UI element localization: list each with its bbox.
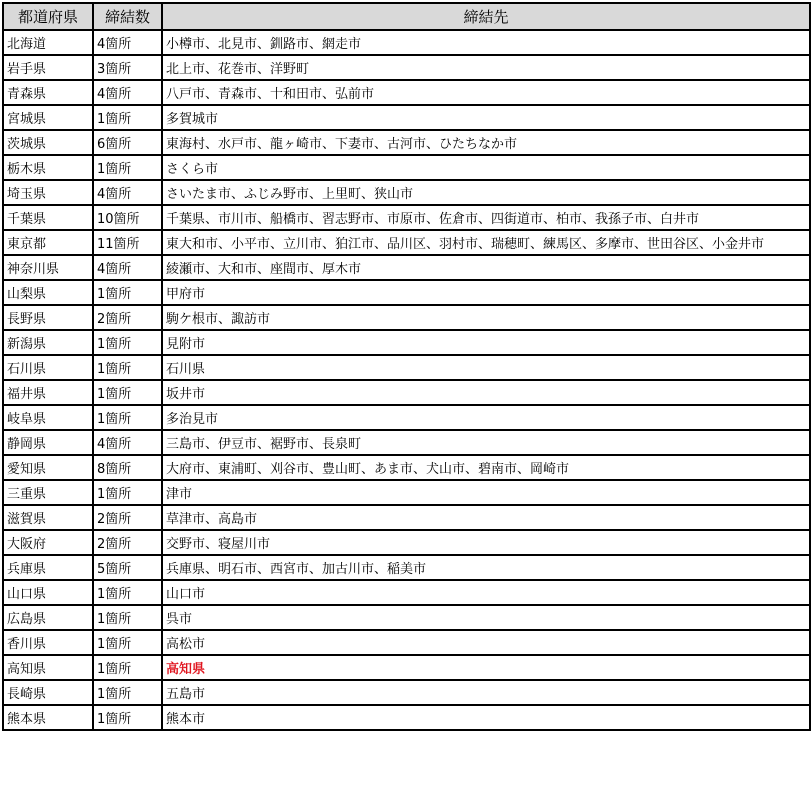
count-cell: 5箇所: [93, 555, 162, 580]
partners-cell: 北上市、花巻市、洋野町: [162, 55, 810, 80]
count-cell: 4箇所: [93, 255, 162, 280]
count-cell: 3箇所: [93, 55, 162, 80]
table-row: [3, 55, 810, 80]
table-row: [3, 280, 810, 305]
prefecture-cell: 長野県: [3, 305, 93, 330]
table-row: [3, 555, 810, 580]
prefecture-cell: 山口県: [3, 580, 93, 605]
count-cell: 6箇所: [93, 130, 162, 155]
header-row: [3, 3, 810, 30]
prefecture-cell: 愛知県: [3, 455, 93, 480]
count-cell: 1箇所: [93, 330, 162, 355]
table-row: [3, 330, 810, 355]
count-cell: 1箇所: [93, 355, 162, 380]
partners-cell: さいたま市、ふじみ野市、上里町、狭山市: [162, 180, 810, 205]
prefecture-cell: 埼玉県: [3, 180, 93, 205]
partners-cell: 三島市、伊豆市、裾野市、長泉町: [162, 430, 810, 455]
table-row: [3, 430, 810, 455]
count-cell: 1箇所: [93, 605, 162, 630]
prefecture-cell: 神奈川県: [3, 255, 93, 280]
prefecture-cell: 岩手県: [3, 55, 93, 80]
partners-cell: 兵庫県、明石市、西宮市、加古川市、稲美市: [162, 555, 810, 580]
table-row: [3, 380, 810, 405]
count-cell: 1箇所: [93, 680, 162, 705]
prefecture-cell: 兵庫県: [3, 555, 93, 580]
table-row: [3, 230, 810, 255]
count-cell: 1箇所: [93, 630, 162, 655]
partners-cell: 高知県: [162, 655, 810, 680]
count-cell: 4箇所: [93, 30, 162, 55]
partners-cell: 甲府市: [162, 280, 810, 305]
partners-cell: 小樽市、北見市、釧路市、網走市: [162, 30, 810, 55]
partners-cell: 山口市: [162, 580, 810, 605]
partners-cell: 草津市、高島市: [162, 505, 810, 530]
table-row: [3, 580, 810, 605]
partners-cell: 多治見市: [162, 405, 810, 430]
prefecture-cell: 福井県: [3, 380, 93, 405]
agreement-table-container: [2, 2, 809, 731]
table-row: [3, 630, 810, 655]
table-row: [3, 30, 810, 55]
table-row: [3, 505, 810, 530]
count-cell: 4箇所: [93, 80, 162, 105]
table-row: [3, 155, 810, 180]
header-prefecture: 都道府県: [3, 3, 93, 30]
count-cell: 1箇所: [93, 405, 162, 430]
prefecture-cell: 大阪府: [3, 530, 93, 555]
table-row: [3, 705, 810, 730]
prefecture-cell: 三重県: [3, 480, 93, 505]
table-header: [3, 3, 810, 30]
prefecture-cell: 山梨県: [3, 280, 93, 305]
partners-cell: 駒ケ根市、諏訪市: [162, 305, 810, 330]
table-body: [3, 30, 810, 730]
partners-cell: 大府市、東浦町、刈谷市、豊山町、あま市、犬山市、碧南市、岡崎市: [162, 455, 810, 480]
partners-cell: 熊本市: [162, 705, 810, 730]
partners-cell: 多賀城市: [162, 105, 810, 130]
prefecture-cell: 栃木県: [3, 155, 93, 180]
table-row: [3, 355, 810, 380]
table-row: [3, 655, 810, 680]
table-row: [3, 80, 810, 105]
count-cell: 1箇所: [93, 155, 162, 180]
partners-cell: 坂井市: [162, 380, 810, 405]
table-row: [3, 130, 810, 155]
prefecture-cell: 北海道: [3, 30, 93, 55]
count-cell: 2箇所: [93, 305, 162, 330]
prefecture-cell: 香川県: [3, 630, 93, 655]
table-row: [3, 405, 810, 430]
partners-cell: 津市: [162, 480, 810, 505]
header-partners: 締結先: [162, 3, 810, 30]
partners-cell: 綾瀬市、大和市、座間市、厚木市: [162, 255, 810, 280]
agreement-table: [2, 2, 811, 731]
partners-cell: 五島市: [162, 680, 810, 705]
prefecture-cell: 滋賀県: [3, 505, 93, 530]
prefecture-cell: 静岡県: [3, 430, 93, 455]
table-row: [3, 455, 810, 480]
prefecture-cell: 長崎県: [3, 680, 93, 705]
table-row: [3, 305, 810, 330]
count-cell: 1箇所: [93, 380, 162, 405]
count-cell: 11箇所: [93, 230, 162, 255]
count-cell: 8箇所: [93, 455, 162, 480]
partners-cell: 八戸市、青森市、十和田市、弘前市: [162, 80, 810, 105]
prefecture-cell: 千葉県: [3, 205, 93, 230]
prefecture-cell: 石川県: [3, 355, 93, 380]
count-cell: 1箇所: [93, 655, 162, 680]
count-cell: 4箇所: [93, 180, 162, 205]
header-count: 締結数: [93, 3, 162, 30]
partners-cell: 東海村、水戸市、龍ヶ崎市、下妻市、古河市、ひたちなか市: [162, 130, 810, 155]
count-cell: 1箇所: [93, 580, 162, 605]
partners-cell: 石川県: [162, 355, 810, 380]
table-row: [3, 105, 810, 130]
table-row: [3, 605, 810, 630]
table-row: [3, 680, 810, 705]
table-row: [3, 480, 810, 505]
table-row: [3, 180, 810, 205]
prefecture-cell: 広島県: [3, 605, 93, 630]
table-row: [3, 255, 810, 280]
prefecture-cell: 熊本県: [3, 705, 93, 730]
partners-cell: 千葉県、市川市、船橋市、習志野市、市原市、佐倉市、四街道市、柏市、我孫子市、白井市: [162, 205, 810, 230]
prefecture-cell: 宮城県: [3, 105, 93, 130]
count-cell: 2箇所: [93, 505, 162, 530]
count-cell: 1箇所: [93, 480, 162, 505]
partners-cell: 交野市、寝屋川市: [162, 530, 810, 555]
table-row: [3, 205, 810, 230]
partners-cell: 高松市: [162, 630, 810, 655]
partners-cell: さくら市: [162, 155, 810, 180]
partners-cell: 呉市: [162, 605, 810, 630]
count-cell: 1箇所: [93, 280, 162, 305]
prefecture-cell: 高知県: [3, 655, 93, 680]
count-cell: 2箇所: [93, 530, 162, 555]
prefecture-cell: 茨城県: [3, 130, 93, 155]
partners-cell: 見附市: [162, 330, 810, 355]
count-cell: 1箇所: [93, 705, 162, 730]
partners-cell: 東大和市、小平市、立川市、狛江市、品川区、羽村市、瑞穂町、練馬区、多摩市、世田谷区、小金井市: [162, 230, 810, 255]
count-cell: 10箇所: [93, 205, 162, 230]
prefecture-cell: 新潟県: [3, 330, 93, 355]
prefecture-cell: 青森県: [3, 80, 93, 105]
prefecture-cell: 東京都: [3, 230, 93, 255]
count-cell: 1箇所: [93, 105, 162, 130]
count-cell: 4箇所: [93, 430, 162, 455]
prefecture-cell: 岐阜県: [3, 405, 93, 430]
table-row: [3, 530, 810, 555]
